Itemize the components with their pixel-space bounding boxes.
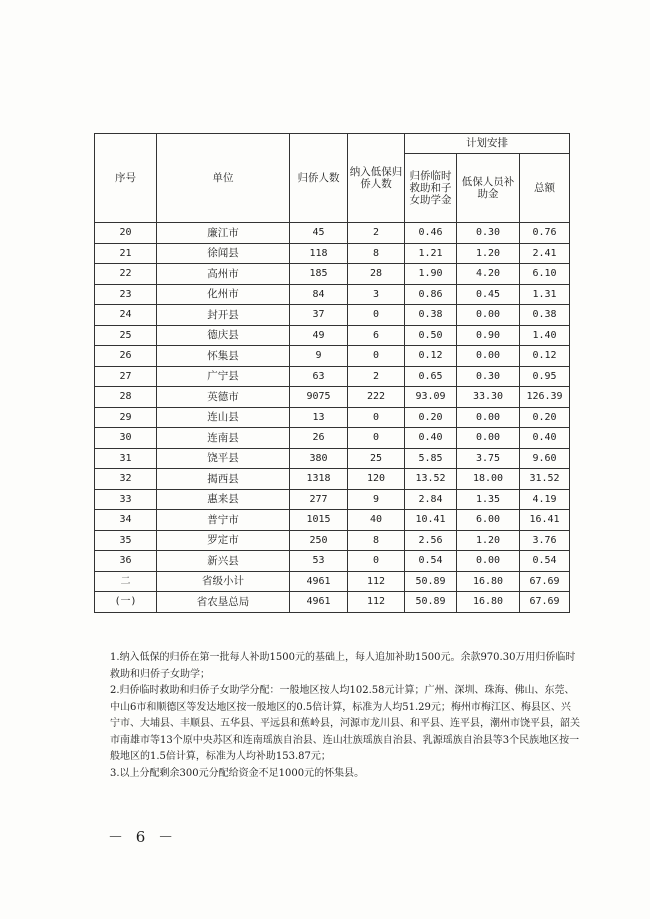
cell-subsidy: 1.20 [457,243,520,264]
cell-returnees: 118 [290,243,348,264]
cell-returnees: 4961 [290,592,348,613]
cell-low: 25 [348,448,405,469]
cell-subsidy: 6.00 [457,510,520,531]
cell-low: 0 [348,305,405,326]
cell-returnees: 277 [290,489,348,510]
cell-low: 0 [348,407,405,428]
cell-low: 8 [348,530,405,551]
subtotal-row [95,571,570,592]
cell-returnees: 53 [290,551,348,572]
cell-unit: 罗定市 [157,530,290,551]
cell-low: 0 [348,551,405,572]
cell-seq: 31 [95,448,157,469]
cell-low: 9 [348,489,405,510]
cell-total: 2.41 [520,243,570,264]
cell-unit: 省级小计 [157,571,290,592]
cell-total: 0.95 [520,366,570,387]
cell-returnees: 185 [290,264,348,285]
cell-returnees: 26 [290,428,348,449]
header-returnees: 归侨人数 [290,134,348,223]
cell-low: 222 [348,387,405,408]
cell-returnees: 250 [290,530,348,551]
header-unit: 单位 [157,134,290,223]
cell-unit: 饶平县 [157,448,290,469]
cell-aid: 0.46 [405,223,457,244]
cell-seq: 22 [95,264,157,285]
cell-subsidy: 16.80 [457,592,520,613]
cell-total: 9.60 [520,448,570,469]
cell-aid: 10.41 [405,510,457,531]
cell-unit: 连南县 [157,428,290,449]
cell-aid: 0.50 [405,325,457,346]
cell-total: 6.10 [520,264,570,285]
table-row [95,346,570,367]
cell-total: 0.54 [520,551,570,572]
cell-total: 0.76 [520,223,570,244]
cell-unit: 廉江市 [157,223,290,244]
table-row [95,264,570,285]
header-seq: 序号 [95,134,157,223]
table-row [95,387,570,408]
cell-low: 112 [348,592,405,613]
cell-aid: 0.38 [405,305,457,326]
cell-unit: 徐闻县 [157,243,290,264]
header-subsidy: 低保人员补助金 [457,154,520,223]
cell-returnees: 9075 [290,387,348,408]
cell-aid: 1.90 [405,264,457,285]
cell-subsidy: 3.75 [457,448,520,469]
cell-seq: 34 [95,510,157,531]
table-row [95,325,570,346]
table-body [95,223,570,613]
table-row [95,510,570,531]
cell-unit: 德庆县 [157,325,290,346]
cell-unit: 惠来县 [157,489,290,510]
cell-subsidy: 0.30 [457,366,520,387]
footnote-1: 1.纳入低保的归侨在第一批每人补助1500元的基础上，每人追加补助1500元。余款970.30万用归侨临时救助和归侨子女助学； [110,652,576,680]
cell-low: 120 [348,469,405,490]
table-row [95,366,570,387]
table-row [95,305,570,326]
cell-unit: 封开县 [157,305,290,326]
cell-subsidy: 0.90 [457,325,520,346]
allocation-table [94,133,570,613]
table-row [95,530,570,551]
cell-low: 2 [348,366,405,387]
footnote-2: 2.归侨临时救助和归侨子女助学分配：一般地区按人均102.58元计算；广州、深圳、珠海、佛山、东莞、中山6市和顺德区等发达地区按一般地区的0.5倍计算，标准为人均51.29元；梅州市梅江区、梅县区、兴宁市、大埔县、丰顺县、五华县、平远县和蕉岭县，河源市龙川县、和平县、连平县，潮州市饶平县，韶关市南雄市等13个原中央苏区和连南瑶族自治县、连山壮族瑶族自治县、乳源瑶族自治县等3个民族地区按一般地区的1.5倍计算，标准为人均补助153.87元； [110,685,580,762]
cell-total: 31.52 [520,469,570,490]
cell-subsidy: 0.00 [457,346,520,367]
cell-subsidy: 1.35 [457,489,520,510]
cell-seq: 28 [95,387,157,408]
cell-seq: 27 [95,366,157,387]
cell-unit: 连山县 [157,407,290,428]
table-row [95,551,570,572]
table-row [95,448,570,469]
header-total: 总额 [520,154,570,223]
table-row [95,469,570,490]
cell-seq: 30 [95,428,157,449]
cell-subsidy: 0.00 [457,428,520,449]
cell-subsidy: 18.00 [457,469,520,490]
cell-subsidy: 0.00 [457,407,520,428]
cell-aid: 50.89 [405,571,457,592]
cell-total: 67.69 [520,571,570,592]
footnote-3: 3.以上分配剩余300元分配给资金不足1000元的怀集县。 [110,767,365,779]
cell-aid: 2.84 [405,489,457,510]
cell-low: 0 [348,346,405,367]
cell-seq: 35 [95,530,157,551]
cell-returnees: 4961 [290,571,348,592]
cell-returnees: 37 [290,305,348,326]
cell-unit: 揭西县 [157,469,290,490]
footnotes [110,650,580,782]
cell-total: 0.20 [520,407,570,428]
table-row [95,243,570,264]
cell-subsidy: 0.45 [457,284,520,305]
cell-total: 3.76 [520,530,570,551]
cell-seq: 二 [95,571,157,592]
cell-aid: 13.52 [405,469,457,490]
cell-low: 112 [348,571,405,592]
cell-aid: 50.89 [405,592,457,613]
cell-returnees: 84 [290,284,348,305]
page-number: － 6 － [108,828,178,846]
table-row [95,284,570,305]
cell-unit: 普宁市 [157,510,290,531]
cell-subsidy: 0.30 [457,223,520,244]
cell-subsidy: 4.20 [457,264,520,285]
cell-unit: 新兴县 [157,551,290,572]
cell-total: 0.40 [520,428,570,449]
cell-aid: 2.56 [405,530,457,551]
cell-seq: 33 [95,489,157,510]
table-row [95,223,570,244]
cell-unit: 怀集县 [157,346,290,367]
cell-returnees: 1318 [290,469,348,490]
cell-returnees: 45 [290,223,348,244]
cell-unit: 省农垦总局 [157,592,290,613]
cell-returnees: 13 [290,407,348,428]
cell-total: 4.19 [520,489,570,510]
cell-returnees: 380 [290,448,348,469]
cell-seq: 29 [95,407,157,428]
cell-low: 8 [348,243,405,264]
cell-subsidy: 0.00 [457,551,520,572]
cell-returnees: 63 [290,366,348,387]
cell-low: 2 [348,223,405,244]
table-row [95,428,570,449]
cell-total: 0.12 [520,346,570,367]
cell-subsidy: 33.30 [457,387,520,408]
cell-low: 6 [348,325,405,346]
cell-low: 3 [348,284,405,305]
cell-returnees: 9 [290,346,348,367]
cell-subsidy: 1.20 [457,530,520,551]
cell-seq: 23 [95,284,157,305]
cell-returnees: 49 [290,325,348,346]
cell-seq: 26 [95,346,157,367]
cell-unit: 英德市 [157,387,290,408]
table-row [95,407,570,428]
cell-subsidy: 0.00 [457,305,520,326]
table-row [95,489,570,510]
cell-total: 0.38 [520,305,570,326]
cell-total: 1.31 [520,284,570,305]
cell-aid: 0.20 [405,407,457,428]
cell-seq: 24 [95,305,157,326]
cell-low: 0 [348,428,405,449]
bureau-row [95,592,570,613]
cell-total: 126.39 [520,387,570,408]
cell-aid: 0.40 [405,428,457,449]
cell-low: 28 [348,264,405,285]
header-low-income: 纳入低保归侨人数 [348,134,405,223]
cell-aid: 0.86 [405,284,457,305]
cell-seq: 25 [95,325,157,346]
cell-returnees: 1015 [290,510,348,531]
cell-unit: 高州市 [157,264,290,285]
cell-subsidy: 16.80 [457,571,520,592]
cell-aid: 1.21 [405,243,457,264]
cell-unit: 化州市 [157,284,290,305]
cell-seq: 36 [95,551,157,572]
cell-unit: 广宁县 [157,366,290,387]
cell-total: 67.69 [520,592,570,613]
cell-low: 40 [348,510,405,531]
cell-aid: 0.65 [405,366,457,387]
header-temp-aid: 归侨临时救助和子女助学金 [405,154,457,223]
cell-seq: 32 [95,469,157,490]
cell-seq: 21 [95,243,157,264]
header-plan: 计划安排 [405,134,570,154]
cell-aid: 0.12 [405,346,457,367]
cell-aid: 0.54 [405,551,457,572]
cell-seq: (一) [95,592,157,613]
cell-total: 1.40 [520,325,570,346]
cell-aid: 93.09 [405,387,457,408]
cell-aid: 5.85 [405,448,457,469]
cell-seq: 20 [95,223,157,244]
cell-total: 16.41 [520,510,570,531]
